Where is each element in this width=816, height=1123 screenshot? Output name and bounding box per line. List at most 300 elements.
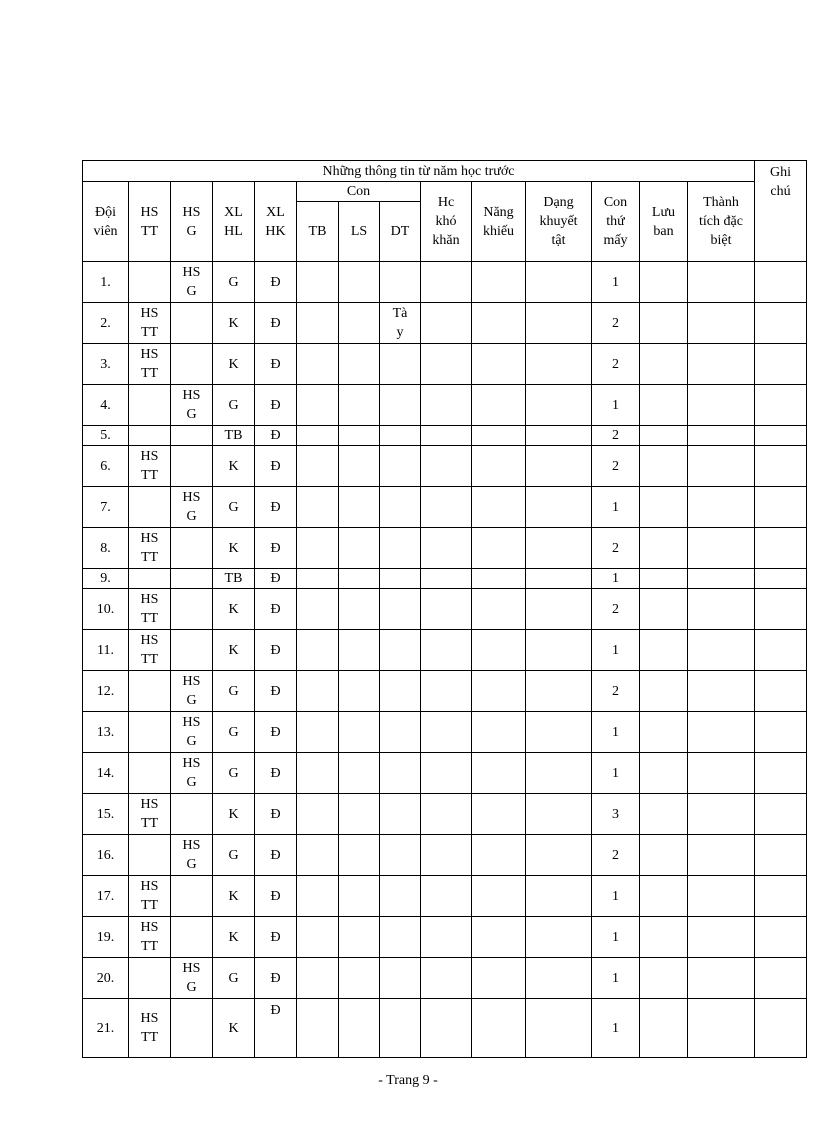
xlhk-cell: Đ [255, 528, 297, 569]
xlhl-cell: G [213, 262, 255, 303]
hsg-cell-text: HS G [182, 756, 201, 790]
hc-kho-khan-cell [421, 344, 472, 385]
dang-khuyet-tat-cell [526, 426, 592, 446]
hstt-cell [129, 528, 171, 569]
table-row [83, 303, 807, 344]
table-row [83, 712, 807, 753]
ls-cell [339, 917, 380, 958]
hc-kho-khan-cell [421, 426, 472, 446]
hsg-cell-text: HS G [182, 490, 201, 524]
tb-cell [297, 426, 339, 446]
thanh-tich-cell [688, 344, 755, 385]
row-number: 8. [83, 528, 129, 569]
row-number: 6. [83, 446, 129, 487]
table-row [83, 487, 807, 528]
ls-cell [339, 794, 380, 835]
ls-cell [339, 630, 380, 671]
table-row [83, 958, 807, 999]
nang-khieu-cell [472, 671, 526, 712]
dang-khuyet-tat-cell [526, 262, 592, 303]
con-thu-may-cell: 3 [592, 794, 640, 835]
xlhk-cell: Đ [255, 589, 297, 630]
xlhl-cell: TB [213, 426, 255, 446]
dang-khuyet-tat-cell [526, 835, 592, 876]
con-thu-may-cell: 1 [592, 876, 640, 917]
ghi-chu-cell [755, 712, 807, 753]
con-thu-may-cell: 2 [592, 589, 640, 630]
ghi-chu-cell [755, 487, 807, 528]
ls-cell [339, 303, 380, 344]
hstt-cell-text: HS TT [140, 531, 159, 565]
hc-kho-khan-cell [421, 671, 472, 712]
thanh-tich-cell [688, 630, 755, 671]
dang-khuyet-tat-cell [526, 385, 592, 426]
xlhl-cell: K [213, 876, 255, 917]
table-title-header: Những thông tin từ năm học trước [83, 161, 755, 182]
con-thu-may-cell: 1 [592, 262, 640, 303]
ghi-chu-cell [755, 835, 807, 876]
xlhl-cell: K [213, 528, 255, 569]
table-row [83, 794, 807, 835]
xlhl-cell: K [213, 303, 255, 344]
dang-khuyet-tat-cell [526, 876, 592, 917]
luu-ban-cell [640, 303, 688, 344]
row-number: 19. [83, 917, 129, 958]
hc-kho-khan-cell [421, 589, 472, 630]
ghi-chu-cell [755, 385, 807, 426]
hsg-cell [171, 958, 213, 999]
tb-cell [297, 958, 339, 999]
xlhl-cell: K [213, 630, 255, 671]
hc-kho-khan-cell [421, 569, 472, 589]
tb-cell [297, 385, 339, 426]
ls-cell [339, 446, 380, 487]
con-thu-may-cell: 1 [592, 569, 640, 589]
xlhk-cell: Đ [255, 958, 297, 999]
nang-khieu-cell [472, 528, 526, 569]
luu-ban-cell [640, 446, 688, 487]
dang-khuyet-tat-cell [526, 589, 592, 630]
ls-cell [339, 999, 380, 1058]
xlhk-cell: Đ [255, 630, 297, 671]
hsg-cell [171, 753, 213, 794]
xlhl-cell: K [213, 999, 255, 1058]
ghi-chu-cell [755, 876, 807, 917]
con-thu-may-cell: 1 [592, 958, 640, 999]
nang-khieu-cell [472, 753, 526, 794]
ls-cell [339, 487, 380, 528]
dt-cell [380, 426, 421, 446]
ghi-chu-cell [755, 671, 807, 712]
table-row [83, 835, 807, 876]
hstt-cell [129, 630, 171, 671]
hc-kho-khan-cell [421, 487, 472, 528]
thanh-tich-cell [688, 569, 755, 589]
luu-ban-cell [640, 835, 688, 876]
row-number: 14. [83, 753, 129, 794]
ls-cell [339, 958, 380, 999]
ghi-chu-cell [755, 446, 807, 487]
xlhk-cell: Đ [255, 999, 297, 1058]
con-thu-may-cell: 1 [592, 917, 640, 958]
tb-cell [297, 999, 339, 1058]
dang-khuyet-tat-cell [526, 753, 592, 794]
dt-cell [380, 794, 421, 835]
dt-cell [380, 630, 421, 671]
table-row [83, 426, 807, 446]
luu-ban-cell [640, 426, 688, 446]
nang-khieu-cell [472, 876, 526, 917]
thanh-tich-cell [688, 835, 755, 876]
con-thu-may-cell: 2 [592, 344, 640, 385]
ls-cell [339, 569, 380, 589]
table-row [83, 528, 807, 569]
nang-khieu-cell [472, 630, 526, 671]
ls-cell [339, 528, 380, 569]
table-row [83, 589, 807, 630]
dt-cell [380, 917, 421, 958]
xlhk-cell: Đ [255, 917, 297, 958]
thanh-tich-cell [688, 528, 755, 569]
dt-cell [380, 303, 421, 344]
ls-cell [339, 344, 380, 385]
con-thu-may-cell: 1 [592, 487, 640, 528]
xlhl-cell: TB [213, 569, 255, 589]
hstt-cell [129, 385, 171, 426]
hsg-cell-text: HS G [182, 838, 201, 872]
hstt-cell [129, 569, 171, 589]
hsg-cell [171, 487, 213, 528]
table-body [83, 262, 807, 1058]
hc-kho-khan-cell [421, 876, 472, 917]
hsg-cell-text: HS G [182, 388, 201, 422]
col-xlhk: XL HK [255, 182, 297, 262]
hsg-cell [171, 671, 213, 712]
col-dang-khuyet-tat: Dạng khuyết tật [526, 182, 592, 262]
hc-kho-khan-cell [421, 385, 472, 426]
tb-cell [297, 344, 339, 385]
dang-khuyet-tat-cell [526, 917, 592, 958]
hsg-cell [171, 426, 213, 446]
thanh-tich-cell [688, 958, 755, 999]
hsg-cell [171, 344, 213, 385]
dt-cell-text: Tà y [392, 306, 408, 340]
table-row [83, 569, 807, 589]
dang-khuyet-tat-cell [526, 569, 592, 589]
dt-cell [380, 446, 421, 487]
thanh-tich-cell [688, 303, 755, 344]
luu-ban-cell [640, 262, 688, 303]
hsg-cell [171, 999, 213, 1058]
luu-ban-cell [640, 385, 688, 426]
nang-khieu-cell [472, 303, 526, 344]
hstt-cell [129, 446, 171, 487]
hsg-cell [171, 630, 213, 671]
hstt-cell [129, 426, 171, 446]
hstt-cell [129, 917, 171, 958]
thanh-tich-cell [688, 385, 755, 426]
hsg-cell [171, 794, 213, 835]
xlhk-cell: Đ [255, 794, 297, 835]
ghi-chu-cell [755, 344, 807, 385]
ls-cell [339, 385, 380, 426]
table-row [83, 999, 807, 1058]
dang-khuyet-tat-cell [526, 528, 592, 569]
col-dt: DT [380, 202, 421, 262]
hsg-cell [171, 528, 213, 569]
xlhl-cell: K [213, 917, 255, 958]
luu-ban-cell [640, 712, 688, 753]
tb-cell [297, 835, 339, 876]
tb-cell [297, 262, 339, 303]
col-con-thu-may: Con thứ mấy [592, 182, 640, 262]
hc-kho-khan-cell [421, 446, 472, 487]
ghi-chu-cell [755, 426, 807, 446]
thanh-tich-cell [688, 712, 755, 753]
hsg-cell [171, 876, 213, 917]
row-number: 1. [83, 262, 129, 303]
table-row [83, 671, 807, 712]
row-number: 12. [83, 671, 129, 712]
ls-cell [339, 835, 380, 876]
row-number: 20. [83, 958, 129, 999]
thanh-tich-cell [688, 589, 755, 630]
dang-khuyet-tat-cell [526, 794, 592, 835]
nang-khieu-cell [472, 794, 526, 835]
nang-khieu-cell [472, 835, 526, 876]
dt-cell [380, 958, 421, 999]
tb-cell [297, 630, 339, 671]
dt-cell [380, 528, 421, 569]
luu-ban-cell [640, 344, 688, 385]
ghi-chu-cell [755, 917, 807, 958]
tb-cell [297, 303, 339, 344]
xlhk-cell: Đ [255, 344, 297, 385]
hstt-cell-text: HS TT [140, 306, 159, 340]
ghi-chu-cell [755, 753, 807, 794]
xlhl-cell: G [213, 712, 255, 753]
ls-cell [339, 712, 380, 753]
luu-ban-cell [640, 569, 688, 589]
hstt-cell [129, 303, 171, 344]
hstt-cell [129, 876, 171, 917]
xlhl-cell: G [213, 958, 255, 999]
table-row [83, 262, 807, 303]
dt-cell [380, 569, 421, 589]
con-thu-may-cell: 2 [592, 426, 640, 446]
col-nang-khieu: Năng khiếu [472, 182, 526, 262]
hstt-cell [129, 487, 171, 528]
row-number: 2. [83, 303, 129, 344]
con-thu-may-cell: 2 [592, 671, 640, 712]
hstt-cell [129, 589, 171, 630]
col-ls: LS [339, 202, 380, 262]
xlhk-cell: Đ [255, 671, 297, 712]
hstt-cell [129, 835, 171, 876]
xlhl-cell: G [213, 753, 255, 794]
nang-khieu-cell [472, 958, 526, 999]
hc-kho-khan-cell [421, 835, 472, 876]
hsg-cell [171, 835, 213, 876]
luu-ban-cell [640, 794, 688, 835]
hstt-cell [129, 344, 171, 385]
thanh-tich-cell [688, 487, 755, 528]
xlhk-cell: Đ [255, 426, 297, 446]
tb-cell [297, 446, 339, 487]
hstt-cell-text: HS TT [140, 633, 159, 667]
dt-cell [380, 712, 421, 753]
row-number: 16. [83, 835, 129, 876]
hstt-cell [129, 999, 171, 1058]
ghi-chu-cell [755, 303, 807, 344]
hc-kho-khan-cell [421, 262, 472, 303]
nang-khieu-cell [472, 262, 526, 303]
tb-cell [297, 917, 339, 958]
dang-khuyet-tat-cell [526, 958, 592, 999]
hsg-cell-text: HS G [182, 265, 201, 299]
hstt-cell-text: HS TT [140, 797, 159, 831]
hstt-cell [129, 753, 171, 794]
dt-cell [380, 835, 421, 876]
hc-kho-khan-cell [421, 630, 472, 671]
hsg-cell-text: HS G [182, 961, 201, 995]
tb-cell [297, 671, 339, 712]
table-row [83, 876, 807, 917]
thanh-tich-cell [688, 794, 755, 835]
hc-kho-khan-cell [421, 794, 472, 835]
dang-khuyet-tat-cell [526, 487, 592, 528]
table-row [83, 446, 807, 487]
dang-khuyet-tat-cell [526, 446, 592, 487]
row-number: 13. [83, 712, 129, 753]
ghi-chu-cell [755, 794, 807, 835]
table-row [83, 344, 807, 385]
con-thu-may-cell: 2 [592, 835, 640, 876]
nang-khieu-cell [472, 712, 526, 753]
nang-khieu-cell [472, 999, 526, 1058]
xlhl-cell: K [213, 344, 255, 385]
hsg-cell [171, 262, 213, 303]
hc-kho-khan-cell [421, 303, 472, 344]
xlhk-cell: Đ [255, 876, 297, 917]
xlhl-cell: G [213, 385, 255, 426]
ghi-chu-cell [755, 262, 807, 303]
thanh-tich-cell [688, 426, 755, 446]
col-doi-vien: Đội viên [83, 182, 129, 262]
tb-cell [297, 528, 339, 569]
xlhl-cell: K [213, 794, 255, 835]
hstt-cell [129, 262, 171, 303]
con-thu-may-cell: 1 [592, 712, 640, 753]
tb-cell [297, 712, 339, 753]
nang-khieu-cell [472, 385, 526, 426]
ls-cell [339, 876, 380, 917]
con-thu-may-cell: 2 [592, 528, 640, 569]
row-number: 4. [83, 385, 129, 426]
dang-khuyet-tat-cell [526, 712, 592, 753]
table-row [83, 917, 807, 958]
hstt-cell-text: HS TT [140, 449, 159, 483]
luu-ban-cell [640, 630, 688, 671]
row-number: 3. [83, 344, 129, 385]
dang-khuyet-tat-cell [526, 303, 592, 344]
hc-kho-khan-cell [421, 712, 472, 753]
hstt-cell [129, 712, 171, 753]
tb-cell [297, 753, 339, 794]
dt-cell [380, 385, 421, 426]
thanh-tich-cell [688, 917, 755, 958]
luu-ban-cell [640, 999, 688, 1058]
thanh-tich-cell [688, 446, 755, 487]
table-row [83, 385, 807, 426]
hstt-cell [129, 958, 171, 999]
xlhk-cell: Đ [255, 712, 297, 753]
xlhl-cell: G [213, 487, 255, 528]
con-thu-may-cell: 1 [592, 753, 640, 794]
thanh-tich-cell [688, 876, 755, 917]
hstt-cell-text: HS TT [140, 920, 159, 954]
ls-cell [339, 262, 380, 303]
nang-khieu-cell [472, 487, 526, 528]
ghi-chu-cell [755, 999, 807, 1058]
hsg-cell [171, 446, 213, 487]
student-info-table [82, 160, 807, 1058]
hsg-cell [171, 712, 213, 753]
luu-ban-cell [640, 487, 688, 528]
hc-kho-khan-cell [421, 999, 472, 1058]
xlhk-cell: Đ [255, 446, 297, 487]
hsg-cell-text: HS G [182, 674, 201, 708]
hsg-cell [171, 917, 213, 958]
con-thu-may-cell: 1 [592, 630, 640, 671]
col-xlhl: XL HL [213, 182, 255, 262]
hstt-cell-text: HS TT [140, 1011, 159, 1045]
col-thanh-tich: Thành tích đặc biệt [688, 182, 755, 262]
row-number: 5. [83, 426, 129, 446]
luu-ban-cell [640, 528, 688, 569]
nang-khieu-cell [472, 426, 526, 446]
thanh-tich-cell [688, 262, 755, 303]
col-group-con: Con [297, 182, 421, 202]
con-thu-may-cell: 1 [592, 385, 640, 426]
hstt-cell-text: HS TT [140, 879, 159, 913]
luu-ban-cell [640, 753, 688, 794]
ls-cell [339, 753, 380, 794]
dt-cell [380, 999, 421, 1058]
xlhk-cell: Đ [255, 753, 297, 794]
xlhk-cell: Đ [255, 303, 297, 344]
ls-cell [339, 671, 380, 712]
ghi-chu-cell [755, 569, 807, 589]
dt-cell [380, 589, 421, 630]
xlhk-cell: Đ [255, 487, 297, 528]
ghi-chu-cell [755, 528, 807, 569]
hstt-cell [129, 671, 171, 712]
row-number: 15. [83, 794, 129, 835]
ghi-chu-cell [755, 589, 807, 630]
xlhk-cell: Đ [255, 262, 297, 303]
col-tb: TB [297, 202, 339, 262]
dang-khuyet-tat-cell [526, 671, 592, 712]
xlhl-cell: K [213, 446, 255, 487]
luu-ban-cell [640, 876, 688, 917]
con-thu-may-cell: 1 [592, 999, 640, 1058]
con-thu-may-cell: 2 [592, 303, 640, 344]
con-thu-may-cell: 2 [592, 446, 640, 487]
hsg-cell [171, 589, 213, 630]
dt-cell [380, 487, 421, 528]
hsg-cell [171, 569, 213, 589]
